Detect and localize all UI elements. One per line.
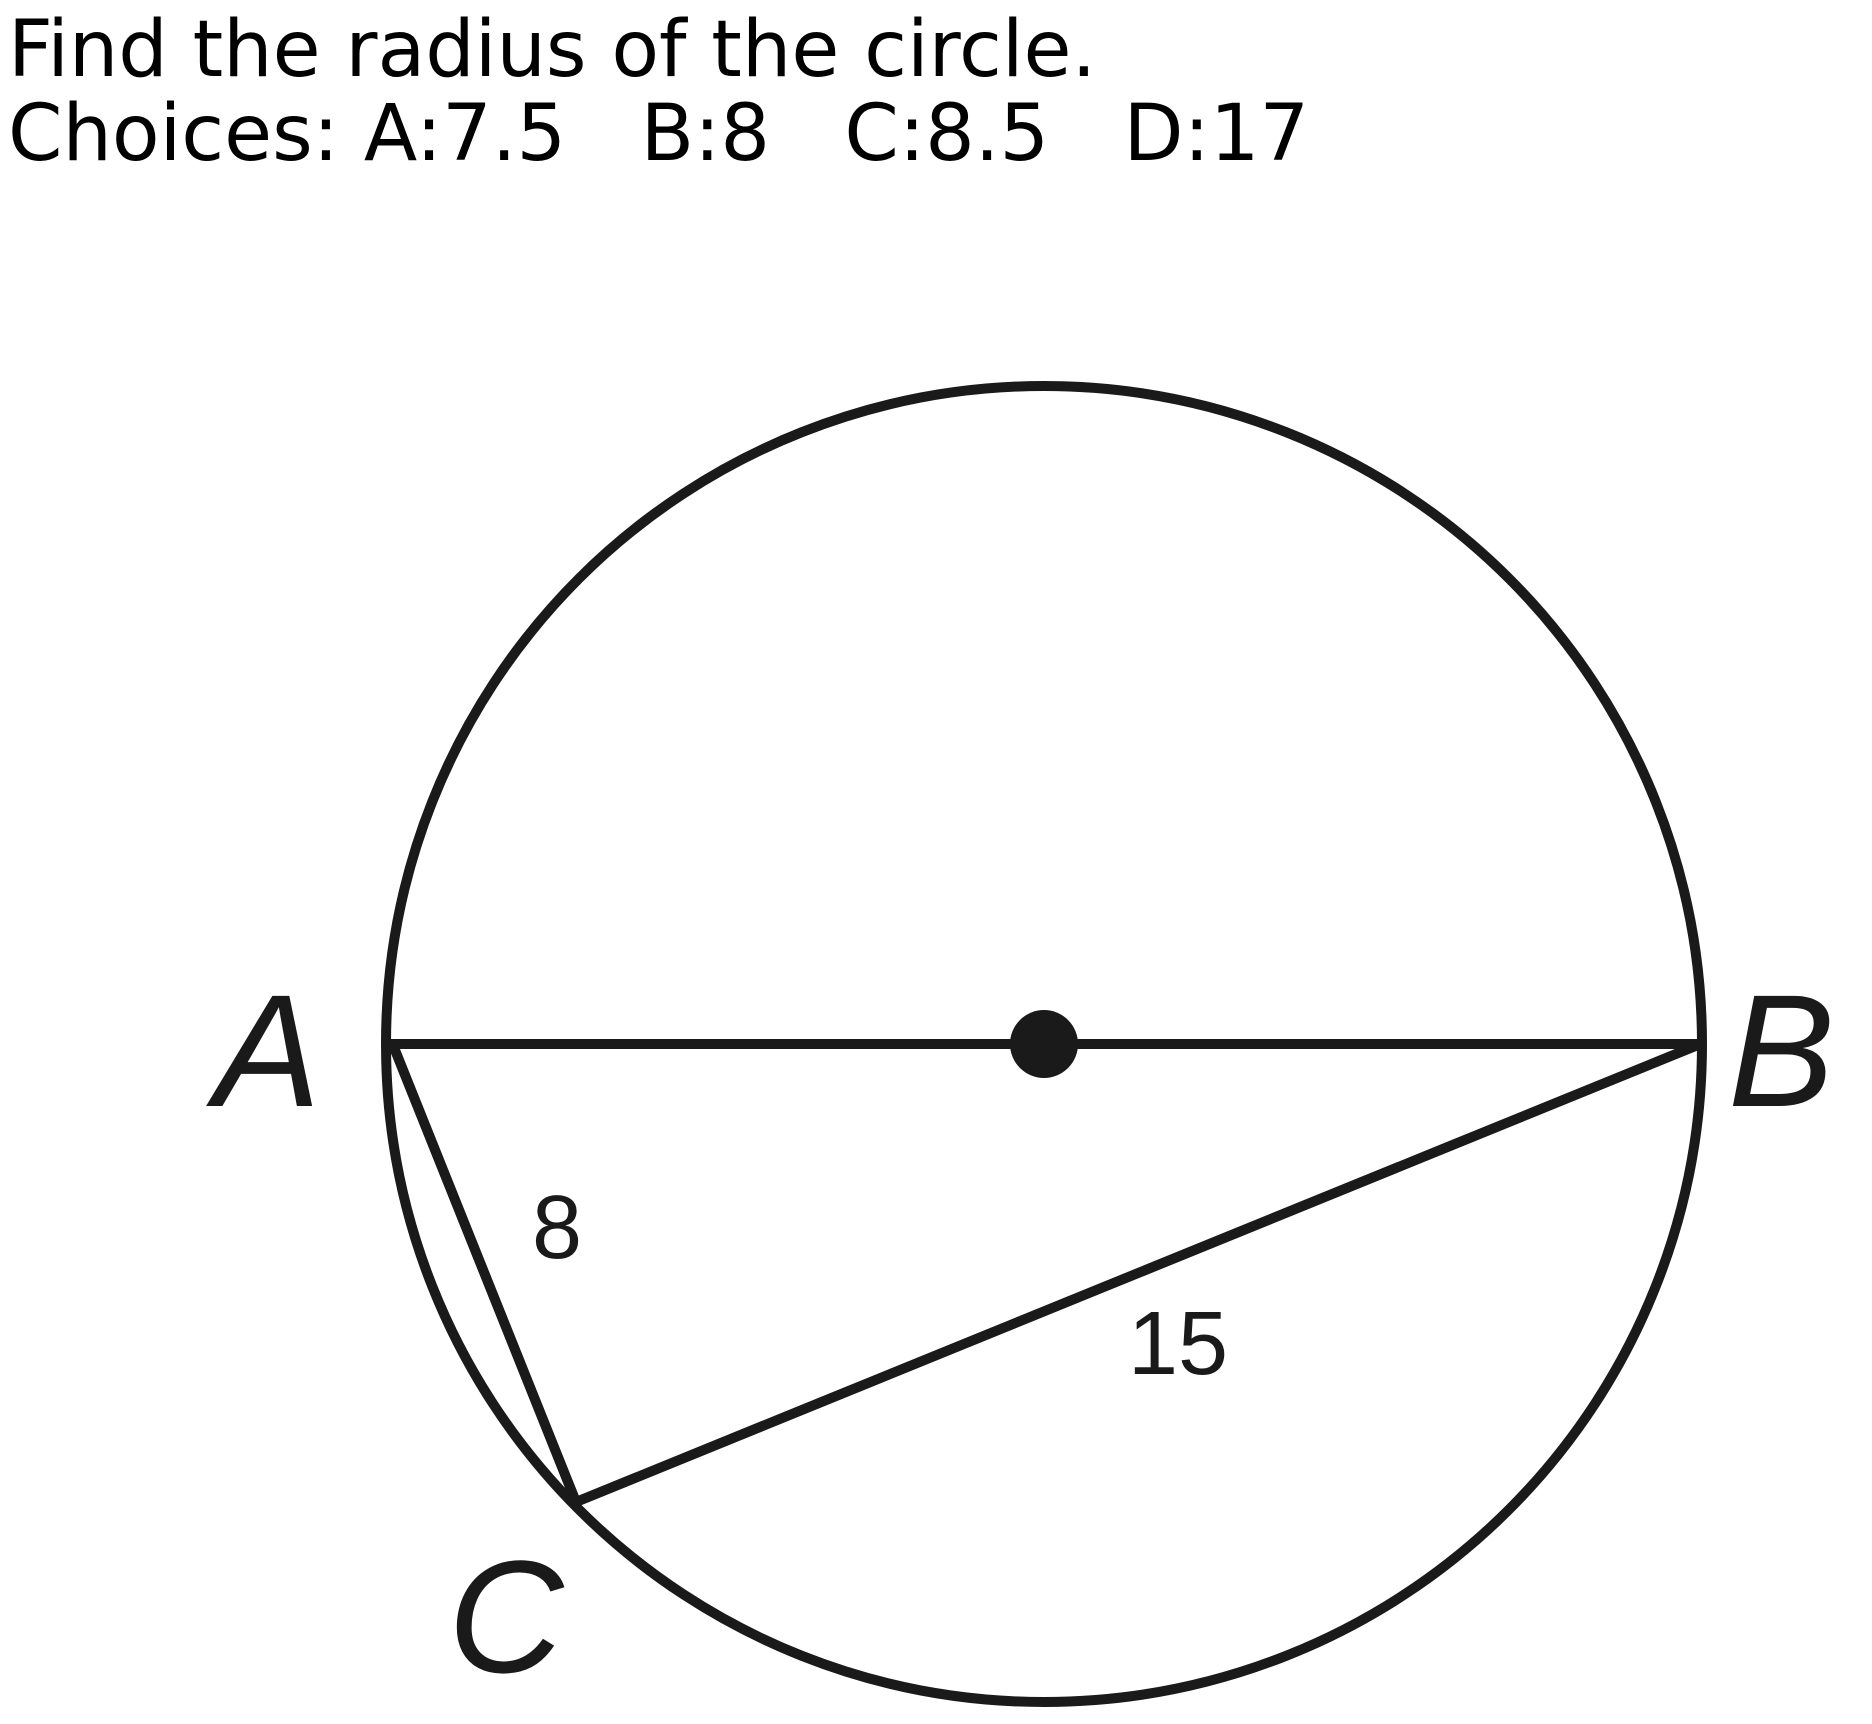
point-label-b: B — [1728, 961, 1835, 1140]
answer-choices: Choices: A:7.5 B:8 C:8.5 D:17 — [8, 89, 1310, 179]
center-point — [1010, 1010, 1078, 1078]
segment-length-ac: 8 — [532, 1178, 583, 1278]
point-label-a: A — [214, 961, 321, 1140]
segment-length-cb: 15 — [1128, 1294, 1229, 1394]
question-prompt: Find the radius of the circle. — [8, 5, 1097, 95]
chord-cb — [576, 1045, 1698, 1502]
point-label-c: C — [448, 1527, 564, 1706]
